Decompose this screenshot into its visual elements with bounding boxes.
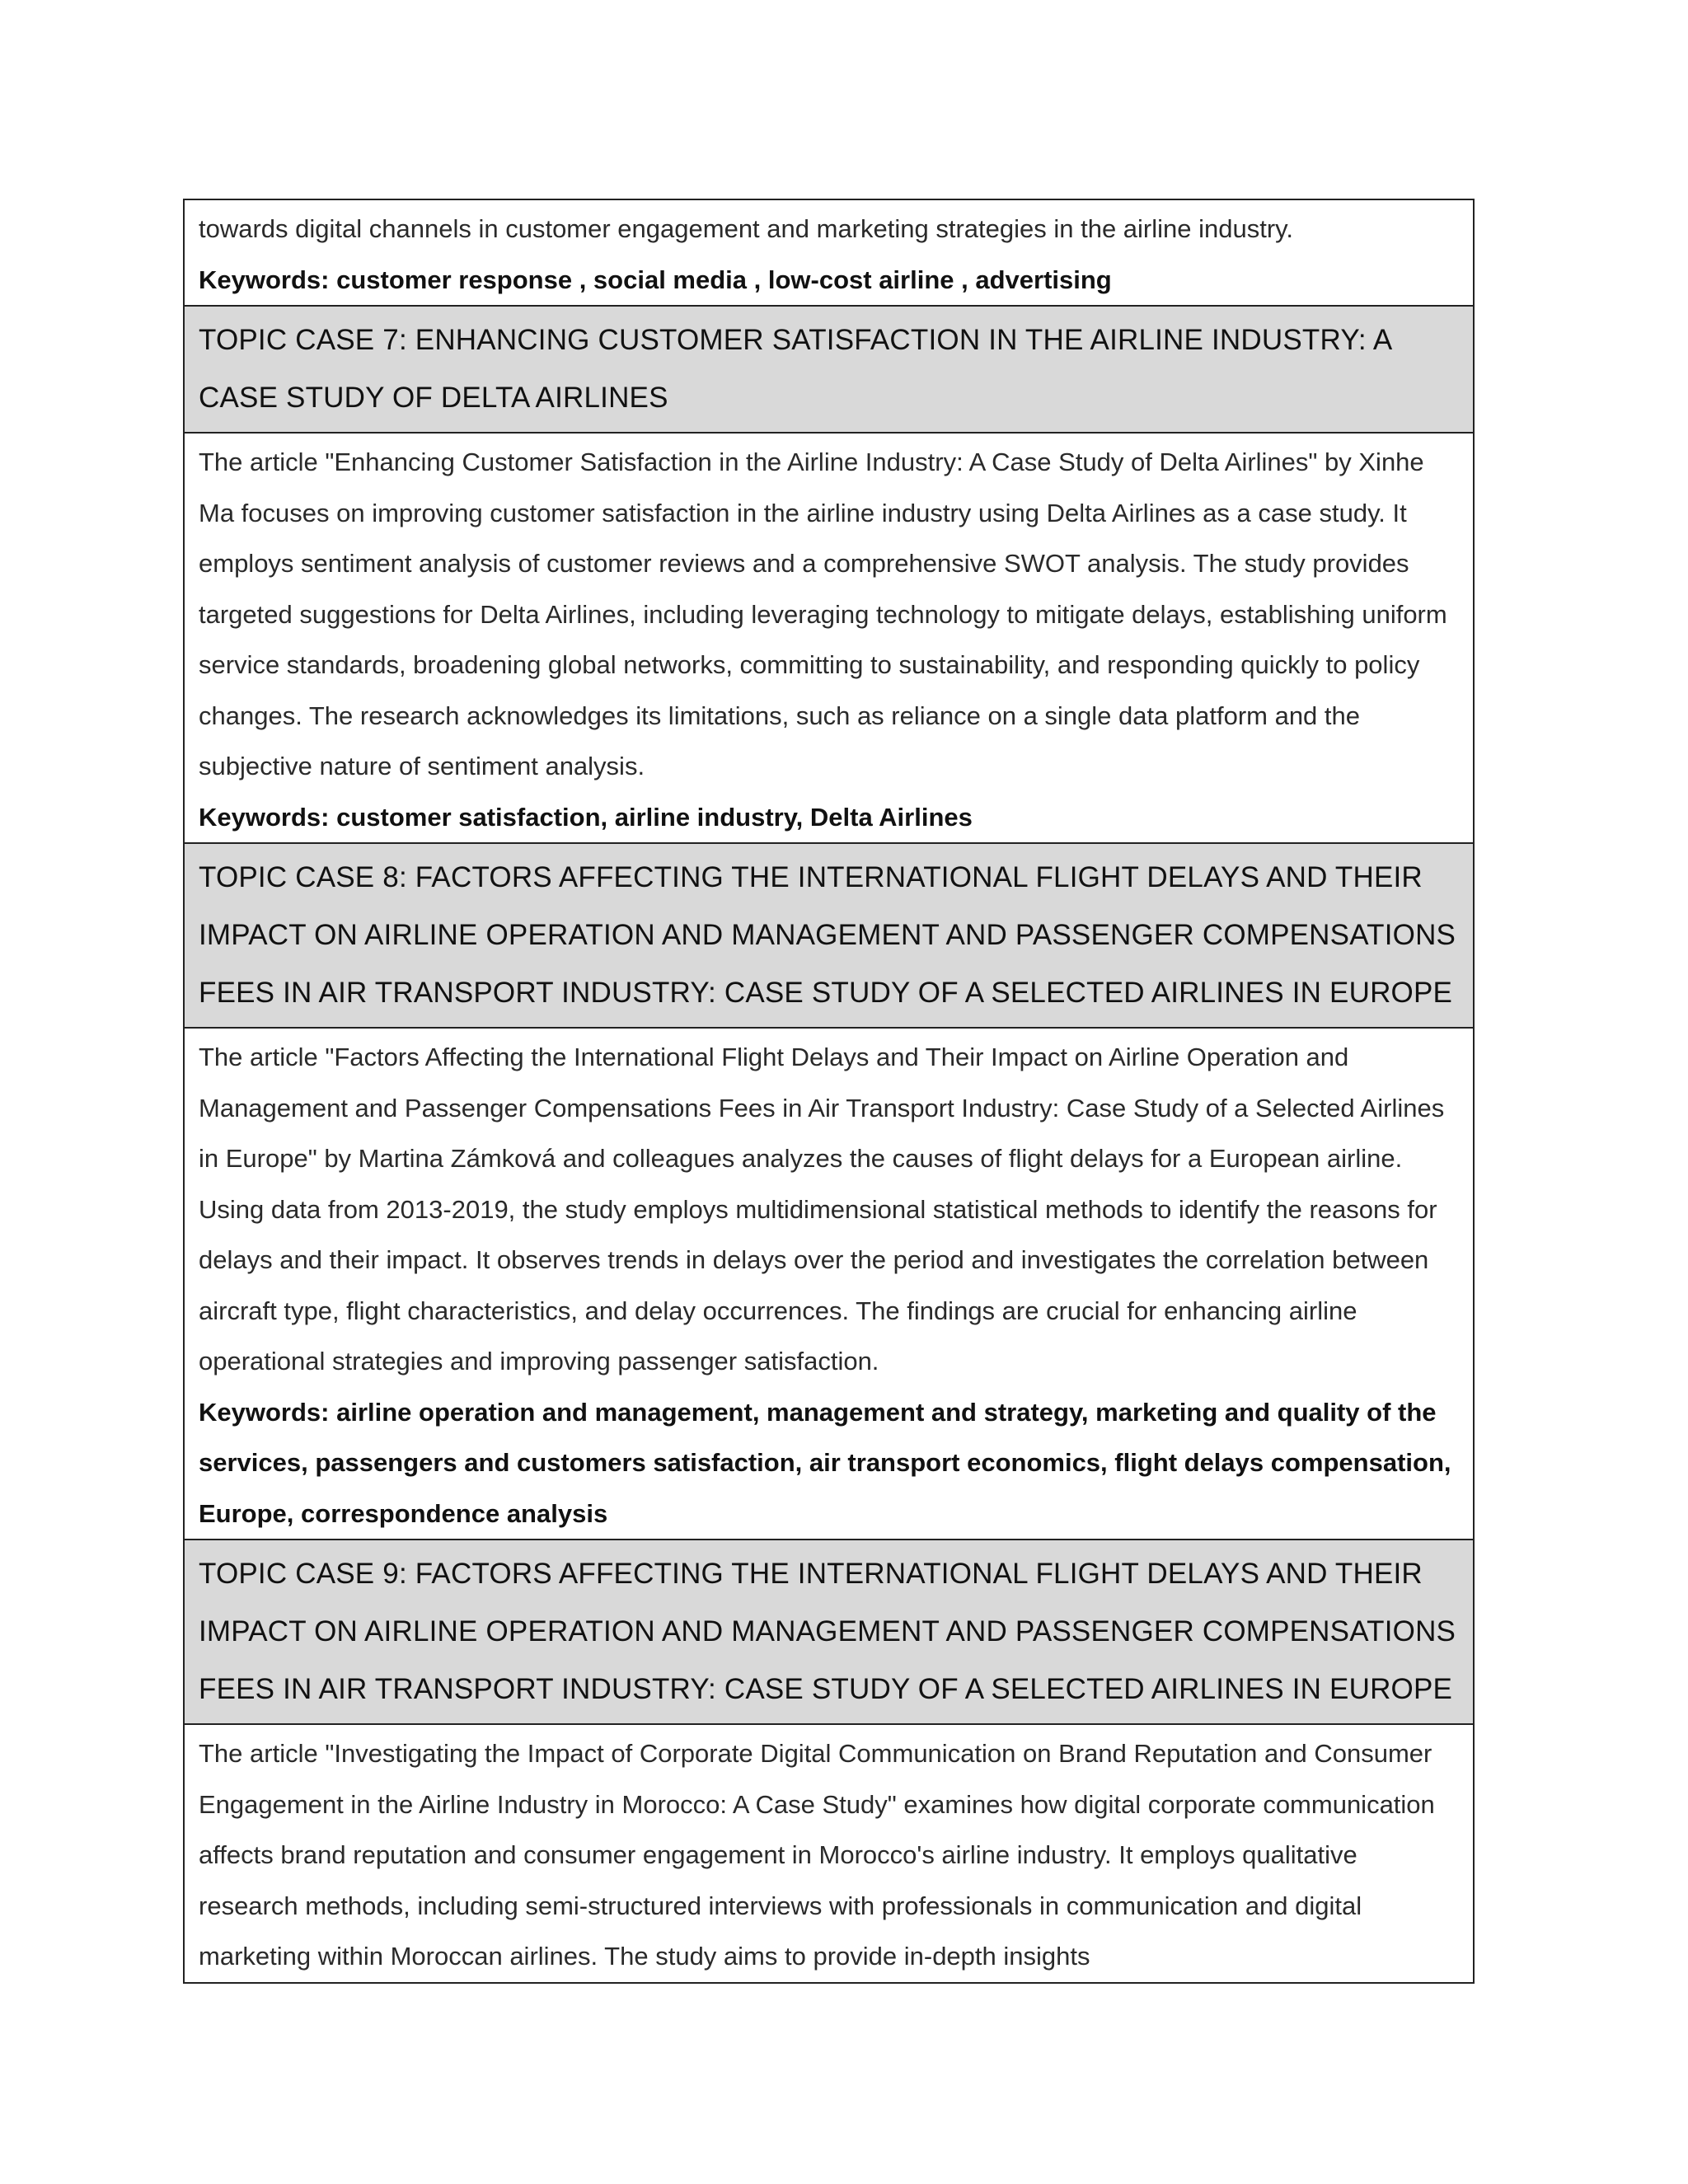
table-row-topic-case-8 [185, 842, 1473, 1027]
keywords-line: Keywords: customer response , social media , low-cost airline , advertising [199, 265, 1112, 294]
table-row-summary-case-7 [185, 432, 1473, 842]
topic-heading: TOPIC CASE 8: FACTORS AFFECTING THE INTERNATIONAL FLIGHT DELAYS AND THEIR IMPACT ON AIRLINE OPERATION AND MANAGEMENT AND PASSENGER COMPENSATIONS FEES IN AIR TRANSPORT INDUSTRY: CASE STUDY OF A SELECTED AIRLINES IN EUROPE [199, 861, 1456, 1009]
table-row-summary-case-8 [185, 1027, 1473, 1539]
body-paragraph: The article "Enhancing Customer Satisfaction in the Airline Industry: A Case Study of Delta Airlines" by Xinhe Ma focuses on improving customer satisfaction in the airline industry using Delta Airlines as a case study. It employs sentiment analysis of customer reviews and a comprehensive SWOT analysis. The study provides targeted suggestions for Delta Airlines, including leveraging technology to mitigate delays, establishing uniform service standards, broadening global networks, committing to sustainability, and responding quickly to policy changes. The research acknowledges its limitations, such as reliance on a single data platform and the subjective nature of sentiment analysis. [199, 448, 1447, 780]
case-summary-table [183, 199, 1475, 1984]
body-paragraph: The article "Investigating the Impact of Corporate Digital Communication on Brand Reputation and Consumer Engagement in the Airline Industry in Morocco: A Case Study" examines how digital corporate communication affects brand reputation and consumer engagement in Morocco's airline industry. It employs qualitative research methods, including semi-structured interviews with professionals in communication and digital marketing within Moroccan airlines. The study aims to provide in-depth insights [199, 1739, 1435, 1971]
keywords-line: Keywords: airline operation and management, management and strategy, marketing and quality of the services, passengers and customers satisfaction, air transport economics, flight delays compensation, Europe, correspondence analysis [199, 1397, 1451, 1528]
topic-heading: TOPIC CASE 9: FACTORS AFFECTING THE INTERNATIONAL FLIGHT DELAYS AND THEIR IMPACT ON AIRLINE OPERATION AND MANAGEMENT AND PASSENGER COMPENSATIONS FEES IN AIR TRANSPORT INDUSTRY: CASE STUDY OF A SELECTED AIRLINES IN EUROPE [199, 1558, 1456, 1705]
table-row-summary-case-9 [185, 1723, 1473, 1982]
body-paragraph: The article "Factors Affecting the International Flight Delays and Their Impact on Airline Operation and Management and Passenger Compensations Fees in Air Transport Industry: Case Study of a Selected Airlines in Europe" by Martina Zámková and colleagues analyzes the causes of flight delays for a European airline. Using data from 2013-2019, the study employs multidimensional statistical methods to identify the reasons for delays and their impact. It observes trends in delays over the period and investigates the correlation between aircraft type, flight characteristics, and delay occurrences. The findings are crucial for enhancing airline operational strategies and improving passenger satisfaction. [199, 1043, 1445, 1376]
topic-heading: TOPIC CASE 7: ENHANCING CUSTOMER SATISFACTION IN THE AIRLINE INDUSTRY: A CASE STUDY OF DELTA AIRLINES [199, 324, 1391, 414]
table-row-topic-case-7 [185, 305, 1473, 432]
keywords-line: Keywords: customer satisfaction, airline industry, Delta Airlines [199, 802, 973, 832]
table-row-continuation [185, 200, 1473, 305]
body-paragraph: towards digital channels in customer engagement and marketing strategies in the airline industry. [199, 214, 1293, 243]
table-row-topic-case-9 [185, 1539, 1473, 1723]
